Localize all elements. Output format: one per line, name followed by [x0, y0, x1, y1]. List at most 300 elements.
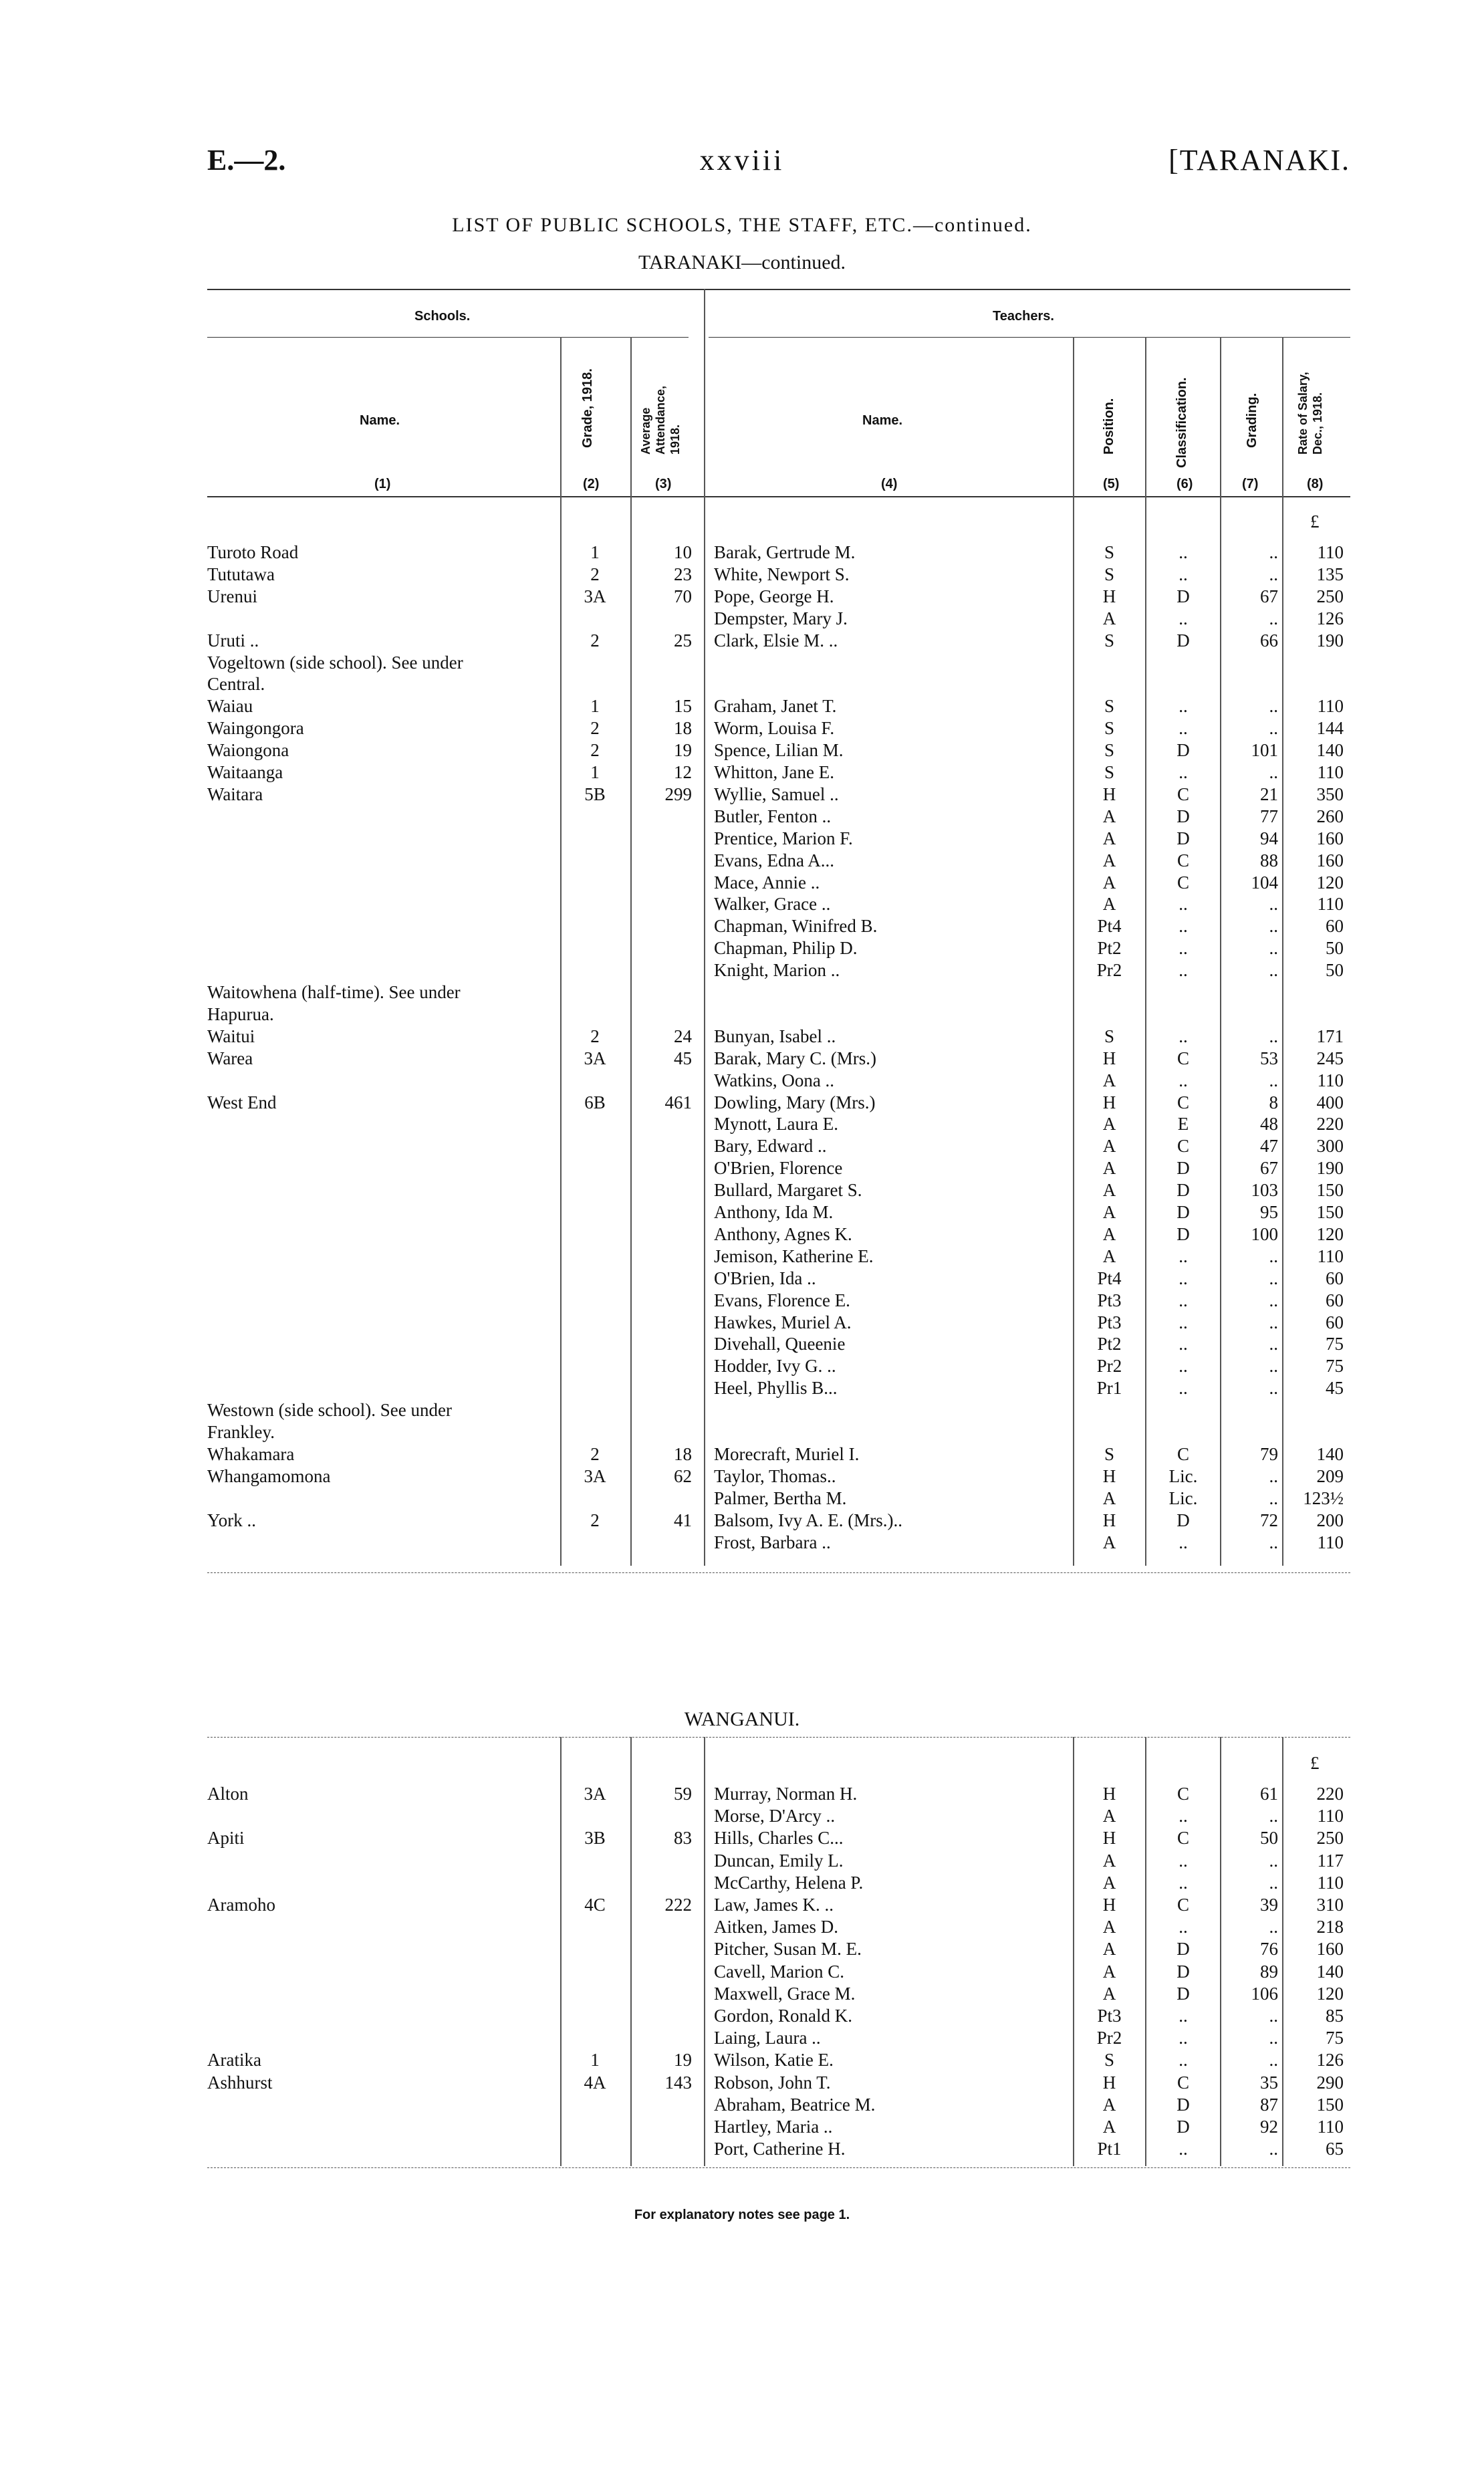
- teacher-name: Murray, Norman H.: [714, 1784, 858, 1804]
- classification-cell: D: [1177, 1983, 1190, 2004]
- classification-cell: ..: [1179, 542, 1188, 562]
- table-row: [0, 1312, 1484, 1334]
- grade-cell: 3A: [584, 1784, 606, 1804]
- classification-cell: ..: [1179, 762, 1188, 782]
- grading-cell: 77: [1260, 806, 1278, 826]
- position-cell: S: [1104, 564, 1115, 584]
- table-row: [0, 893, 1484, 915]
- teacher-name: Taylor, Thomas..: [714, 1465, 836, 1486]
- salary-cell: 310: [1316, 1895, 1344, 1915]
- school-name: Frankley.: [207, 1422, 275, 1442]
- grading-cell: ..: [1269, 762, 1278, 782]
- position-cell: H: [1102, 1465, 1116, 1486]
- teacher-name: Wilson, Katie E.: [714, 2050, 834, 2070]
- classification-cell: C: [1177, 872, 1189, 893]
- table-row: [0, 850, 1484, 872]
- position-cell: Pt2: [1097, 1334, 1122, 1354]
- footnote: For explanatory notes see page 1.: [634, 2208, 850, 2222]
- table-row: [0, 695, 1484, 717]
- classification-cell: E: [1177, 1114, 1189, 1135]
- school-name: Hapurua.: [207, 1003, 274, 1024]
- teacher-name: Robson, John T.: [714, 2072, 831, 2093]
- teacher-name: Cavell, Marion C.: [714, 1961, 844, 1982]
- attendance-cell: 70: [674, 586, 692, 606]
- classification-cell: C: [1177, 1784, 1189, 1804]
- classification-cell: C: [1177, 784, 1189, 804]
- position-cell: H: [1102, 1895, 1116, 1915]
- classification-cell: ..: [1179, 1532, 1188, 1552]
- table-row: [0, 1157, 1484, 1179]
- grading-cell: 53: [1260, 1048, 1278, 1068]
- table-row: [0, 630, 1484, 652]
- rule-schools-under: [207, 337, 689, 338]
- teacher-name: Morecraft, Muriel I.: [714, 1443, 860, 1464]
- position-cell: S: [1104, 740, 1115, 761]
- classification-cell: D: [1177, 828, 1190, 848]
- table-row: [0, 1443, 1484, 1465]
- grading-cell: 50: [1260, 1828, 1278, 1849]
- table-row: [0, 2138, 1484, 2160]
- salary-cell: 209: [1316, 1465, 1344, 1486]
- teacher-name: Frost, Barbara ..: [714, 1532, 831, 1552]
- teacher-name: Hartley, Maria ..: [714, 2117, 833, 2137]
- grading-cell: ..: [1269, 1356, 1278, 1377]
- salary-cell: 140: [1316, 1961, 1344, 1982]
- position-cell: S: [1104, 630, 1115, 650]
- table-row: [0, 872, 1484, 894]
- classification-cell: ..: [1179, 1312, 1188, 1332]
- salary-cell: 245: [1316, 1048, 1344, 1068]
- teacher-name: Maxwell, Grace M.: [714, 1983, 856, 2004]
- position-cell: A: [1102, 2117, 1116, 2137]
- classification-cell: D: [1177, 1961, 1190, 1982]
- attendance-cell: 45: [674, 1048, 692, 1068]
- classification-cell: C: [1177, 1895, 1189, 1915]
- teacher-name: Heel, Phyllis B...: [714, 1378, 838, 1399]
- position-cell: A: [1102, 608, 1116, 628]
- position-cell: H: [1102, 1510, 1116, 1530]
- salary-cell: 123½: [1303, 1488, 1344, 1508]
- grading-cell: 106: [1251, 1983, 1278, 2004]
- col-num-3: (3): [655, 477, 672, 491]
- salary-header: Rate of Salary, Dec., 1918.: [1296, 372, 1324, 455]
- grade-cell: 6B: [584, 1092, 606, 1112]
- grading-cell: ..: [1269, 2028, 1278, 2048]
- school-name: Ashhurst: [207, 2072, 273, 2093]
- salary-cell: 75: [1326, 1356, 1344, 1377]
- currency-symbol: £: [1310, 511, 1320, 531]
- hdr-divider-7: [1282, 337, 1283, 496]
- grading-cell: ..: [1269, 1917, 1278, 1937]
- grade-cell: 2: [590, 630, 600, 650]
- grade-header: Grade, 1918.: [580, 368, 595, 448]
- salary-cell: 218: [1316, 1917, 1344, 1937]
- salary-cell: 140: [1316, 740, 1344, 761]
- grading-cell: ..: [1269, 2139, 1278, 2159]
- table-row: [0, 2116, 1484, 2138]
- salary-cell: 85: [1326, 2006, 1344, 2026]
- attendance-cell: 24: [674, 1026, 692, 1046]
- table-row: [0, 1070, 1484, 1092]
- school-name: Aramoho: [207, 1895, 275, 1915]
- teachers-header: Teachers.: [993, 309, 1054, 324]
- table-row: [0, 739, 1484, 761]
- classification-cell: ..: [1179, 1290, 1188, 1310]
- position-cell: H: [1102, 1048, 1116, 1068]
- table-row: [0, 2049, 1484, 2071]
- table-row: [0, 1246, 1484, 1268]
- grading-cell: 88: [1260, 850, 1278, 870]
- hdr-divider-3: [704, 337, 705, 496]
- school-name: Waiongona: [207, 740, 289, 761]
- rule-top: [207, 289, 1350, 290]
- position-cell: S: [1104, 1026, 1115, 1046]
- table-row: [0, 915, 1484, 937]
- grading-cell: 61: [1260, 1784, 1278, 1804]
- classification-cell: ..: [1179, 1246, 1188, 1266]
- table-row: [0, 1421, 1484, 1443]
- teacher-name: Pitcher, Susan M. E.: [714, 1939, 862, 1960]
- table-row: [0, 1223, 1484, 1246]
- position-cell: A: [1102, 850, 1116, 870]
- position-cell: Pt3: [1097, 2006, 1122, 2026]
- grading-cell: ..: [1269, 1378, 1278, 1399]
- classification-cell: ..: [1179, 960, 1188, 981]
- classification-cell: ..: [1179, 1026, 1188, 1046]
- school-name: Apiti: [207, 1828, 245, 1849]
- grading-cell: 79: [1260, 1443, 1278, 1464]
- position-cell: S: [1104, 2050, 1115, 2070]
- salary-cell: 75: [1326, 2028, 1344, 2048]
- teacher-name: McCarthy, Helena P.: [714, 1872, 864, 1893]
- teacher-name: Worm, Louisa F.: [714, 718, 835, 739]
- position-cell: Pt4: [1097, 916, 1122, 937]
- teacher-name: Evans, Edna A...: [714, 850, 834, 870]
- position-cell: S: [1104, 718, 1115, 739]
- teacher-name: Duncan, Emily L.: [714, 1850, 844, 1871]
- grading-cell: ..: [1269, 960, 1278, 981]
- salary-cell: 250: [1316, 586, 1344, 606]
- table-row: [0, 586, 1484, 608]
- classification-cell: ..: [1179, 2028, 1188, 2048]
- position-cell: Pr2: [1096, 960, 1122, 981]
- grading-cell: ..: [1269, 1246, 1278, 1266]
- col-num-1: (1): [374, 477, 391, 491]
- salary-cell: 220: [1316, 1784, 1344, 1804]
- position-cell: Pt4: [1097, 1268, 1122, 1288]
- col-num-8: (8): [1307, 477, 1324, 491]
- teacher-name: Bunyan, Isabel ..: [714, 1026, 836, 1046]
- table-row: [0, 1938, 1484, 1960]
- grade-cell: 2: [590, 1510, 600, 1530]
- teacher-name: Law, James K. ..: [714, 1895, 834, 1915]
- region-ref: [TARANAKI.: [1168, 144, 1350, 176]
- position-cell: H: [1102, 1784, 1116, 1804]
- table-row: [0, 1783, 1484, 1805]
- teacher-name: White, Newport S.: [714, 564, 850, 584]
- table-row: [0, 1290, 1484, 1312]
- grading-header: Grading.: [1245, 392, 1259, 448]
- attendance-cell: 299: [664, 784, 692, 804]
- position-header: Position.: [1102, 398, 1116, 455]
- position-cell: A: [1102, 1917, 1116, 1937]
- teacher-name: Laing, Laura ..: [714, 2028, 821, 2048]
- table-row: [0, 673, 1484, 695]
- classification-cell: ..: [1179, 608, 1188, 628]
- salary-cell: 200: [1316, 1510, 1344, 1530]
- attendance-cell: 19: [674, 2050, 692, 2070]
- teacher-name: Hodder, Ivy G. ..: [714, 1356, 836, 1377]
- classification-cell: C: [1177, 1828, 1189, 1849]
- table-row: [0, 1850, 1484, 1872]
- position-cell: Pr2: [1096, 2028, 1122, 2048]
- grading-cell: ..: [1269, 1488, 1278, 1508]
- table-row: [0, 1048, 1484, 1070]
- grading-cell: 47: [1260, 1136, 1278, 1157]
- grading-cell: ..: [1269, 2050, 1278, 2070]
- grading-cell: ..: [1269, 564, 1278, 584]
- currency-symbol-2: £: [1310, 1753, 1320, 1773]
- salary-cell: 150: [1316, 1180, 1344, 1201]
- grading-cell: ..: [1269, 608, 1278, 628]
- grade-cell: 2: [590, 718, 600, 739]
- teacher-name: Bullard, Margaret S.: [714, 1180, 862, 1201]
- teacher-name: Aitken, James D.: [714, 1917, 838, 1937]
- position-cell: S: [1104, 542, 1115, 562]
- salary-cell: 160: [1316, 1939, 1344, 1960]
- salary-cell: 140: [1316, 1443, 1344, 1464]
- teacher-name: Dowling, Mary (Mrs.): [714, 1092, 876, 1112]
- rule-header-bottom: [207, 496, 1350, 497]
- attendance-cell: 18: [674, 718, 692, 739]
- position-cell: A: [1102, 1070, 1116, 1090]
- table-row: [0, 1135, 1484, 1157]
- teacher-name: Spence, Lilian M.: [714, 740, 844, 761]
- teacher-name: Hills, Charles C...: [714, 1828, 844, 1849]
- teacher-name: Walker, Grace ..: [714, 894, 831, 915]
- teacher-name: O'Brien, Florence: [714, 1158, 843, 1179]
- teacher-name: Knight, Marion ..: [714, 960, 840, 981]
- table-row: [0, 1916, 1484, 1938]
- position-cell: A: [1102, 1532, 1116, 1552]
- classification-cell: D: [1177, 1223, 1190, 1244]
- classification-cell: D: [1177, 740, 1190, 761]
- table-row: [0, 1488, 1484, 1510]
- table-row: [0, 1333, 1484, 1355]
- attendance-header: Average Attendance, 1918.: [639, 385, 682, 455]
- classification-cell: D: [1177, 2094, 1190, 2115]
- grade-cell: 3A: [584, 1465, 606, 1486]
- position-cell: A: [1102, 828, 1116, 848]
- position-cell: A: [1102, 2094, 1116, 2115]
- table-row: [0, 564, 1484, 586]
- teacher-name: Morse, D'Arcy ..: [714, 1806, 836, 1826]
- position-cell: Pt1: [1097, 2139, 1122, 2159]
- table-row: [0, 1201, 1484, 1223]
- rule-taranaki-end: [207, 1572, 1350, 1573]
- grading-cell: 103: [1251, 1180, 1278, 1201]
- salary-cell: 50: [1326, 960, 1344, 981]
- teacher-name: Abraham, Beatrice M.: [714, 2094, 876, 2115]
- grade-cell: 4C: [584, 1895, 606, 1915]
- grading-cell: ..: [1269, 1268, 1278, 1288]
- classification-header: Classification.: [1174, 377, 1189, 468]
- classification-cell: D: [1177, 1510, 1190, 1530]
- grading-cell: ..: [1269, 1312, 1278, 1332]
- attendance-cell: 25: [674, 630, 692, 650]
- teacher-name: Anthony, Ida M.: [714, 1202, 834, 1222]
- teacher-name: Mynott, Laura E.: [714, 1114, 838, 1135]
- salary-cell: 220: [1316, 1114, 1344, 1135]
- grading-cell: ..: [1269, 1532, 1278, 1552]
- classification-cell: Lic.: [1168, 1488, 1198, 1508]
- salary-cell: 110: [1317, 2117, 1344, 2137]
- name-header: Name.: [360, 413, 400, 428]
- school-name: Central.: [207, 674, 265, 695]
- section-title: TARANAKI—continued.: [638, 251, 846, 273]
- attendance-cell: 461: [664, 1092, 692, 1112]
- table-row: [0, 1465, 1484, 1488]
- salary-cell: 117: [1317, 1850, 1344, 1871]
- grade-cell: 3A: [584, 1048, 606, 1068]
- school-name: West End: [207, 1092, 277, 1112]
- table-row: [0, 981, 1484, 1003]
- salary-cell: 126: [1316, 2050, 1344, 2070]
- school-name: Whakamara: [207, 1443, 295, 1464]
- grading-cell: 8: [1269, 1092, 1278, 1112]
- salary-cell: 60: [1326, 1312, 1344, 1332]
- table-row: [0, 1003, 1484, 1026]
- position-cell: A: [1102, 872, 1116, 893]
- grading-cell: 35: [1260, 2072, 1278, 2093]
- col-num-6: (6): [1177, 477, 1193, 491]
- grading-cell: 48: [1260, 1114, 1278, 1135]
- school-name: Waingongora: [207, 718, 304, 739]
- salary-cell: 65: [1326, 2139, 1344, 2159]
- hdr-divider-1: [560, 337, 562, 496]
- table-row: [0, 1113, 1484, 1135]
- teacher-name: Port, Catherine H.: [714, 2139, 846, 2159]
- attendance-cell: 83: [674, 1828, 692, 1849]
- position-cell: H: [1102, 1092, 1116, 1112]
- salary-cell: 190: [1316, 630, 1344, 650]
- table-row: [0, 1026, 1484, 1048]
- classification-cell: ..: [1179, 1334, 1188, 1354]
- classification-cell: ..: [1179, 1378, 1188, 1399]
- salary-cell: 400: [1316, 1092, 1344, 1112]
- grade-cell: 2: [590, 564, 600, 584]
- classification-cell: D: [1177, 586, 1190, 606]
- rule-wanganui-top: [207, 1737, 1350, 1738]
- salary-cell: 160: [1316, 850, 1344, 870]
- school-name: Urenui: [207, 586, 257, 606]
- position-cell: A: [1102, 1114, 1116, 1135]
- school-name: York ..: [207, 1510, 257, 1530]
- grading-cell: ..: [1269, 2006, 1278, 2026]
- teacher-name: Evans, Florence E.: [714, 1290, 850, 1310]
- grade-cell: 3A: [584, 586, 606, 606]
- teacher-name: Prentice, Marion F.: [714, 828, 853, 848]
- teacher-name: Dempster, Mary J.: [714, 608, 848, 628]
- classification-cell: ..: [1179, 1356, 1188, 1377]
- position-cell: Pt3: [1097, 1290, 1122, 1310]
- table-row: [0, 2072, 1484, 2094]
- attendance-cell: 41: [674, 1510, 692, 1530]
- position-cell: A: [1102, 1158, 1116, 1179]
- school-name: Turoto Road: [207, 542, 299, 562]
- salary-cell: 110: [1317, 1872, 1344, 1893]
- position-cell: A: [1102, 1983, 1116, 2004]
- rule-wanganui-end: [207, 2167, 1350, 2168]
- teacher-name: O'Brien, Ida ..: [714, 1268, 816, 1288]
- classification-cell: ..: [1179, 564, 1188, 584]
- grading-cell: 66: [1260, 630, 1278, 650]
- classification-cell: ..: [1179, 1917, 1188, 1937]
- classification-cell: ..: [1179, 2139, 1188, 2159]
- table-row: [0, 806, 1484, 828]
- position-cell: A: [1102, 1180, 1116, 1201]
- salary-cell: 300: [1316, 1136, 1344, 1157]
- salary-cell: 290: [1316, 2072, 1344, 2093]
- salary-cell: 144: [1316, 718, 1344, 739]
- grade-cell: 1: [590, 2050, 600, 2070]
- teacher-name: Whitton, Jane E.: [714, 762, 834, 782]
- rule-teachers-under: [709, 337, 1350, 338]
- salary-cell: 126: [1316, 608, 1344, 628]
- attendance-cell: 143: [664, 2072, 692, 2093]
- position-cell: Pt2: [1097, 938, 1122, 959]
- position-cell: S: [1104, 1443, 1115, 1464]
- teacher-name: Divehall, Queenie: [714, 1334, 846, 1354]
- teacher-name: Barak, Mary C. (Mrs.): [714, 1048, 876, 1068]
- classification-cell: D: [1177, 1180, 1190, 1201]
- classification-cell: D: [1177, 806, 1190, 826]
- table-row: [0, 1827, 1484, 1849]
- grading-cell: 94: [1260, 828, 1278, 848]
- table-row: [0, 2005, 1484, 2027]
- classification-cell: D: [1177, 630, 1190, 650]
- grading-cell: 21: [1260, 784, 1278, 804]
- school-name: Waitowhena (half-time). See under: [207, 982, 461, 1002]
- classification-cell: ..: [1179, 2050, 1188, 2070]
- grade-cell: 3B: [584, 1828, 606, 1849]
- table-row: [0, 1532, 1484, 1554]
- school-name: Waiau: [207, 696, 253, 717]
- col-num-2: (2): [583, 477, 600, 491]
- salary-cell: 60: [1326, 916, 1344, 937]
- salary-cell: 110: [1317, 894, 1344, 915]
- attendance-cell: 222: [664, 1895, 692, 1915]
- grading-cell: ..: [1269, 1872, 1278, 1893]
- teacher-name: Anthony, Agnes K.: [714, 1223, 852, 1244]
- teacher-name: Barak, Gertrude M.: [714, 542, 856, 562]
- school-name: Waitui: [207, 1026, 255, 1046]
- teacher-name: Palmer, Bertha M.: [714, 1488, 847, 1508]
- position-cell: A: [1102, 1850, 1116, 1871]
- table-row: [0, 1179, 1484, 1201]
- grade-cell: 2: [590, 740, 600, 761]
- grading-cell: 101: [1251, 740, 1278, 761]
- table-row: [0, 1092, 1484, 1114]
- salary-cell: 350: [1316, 784, 1344, 804]
- salary-cell: 110: [1317, 1070, 1344, 1090]
- grading-cell: 72: [1260, 1510, 1278, 1530]
- school-name: Warea: [207, 1048, 253, 1068]
- grade-cell: 1: [590, 542, 600, 562]
- grading-cell: ..: [1269, 894, 1278, 915]
- table-row: [0, 1377, 1484, 1399]
- classification-cell: ..: [1179, 1806, 1188, 1826]
